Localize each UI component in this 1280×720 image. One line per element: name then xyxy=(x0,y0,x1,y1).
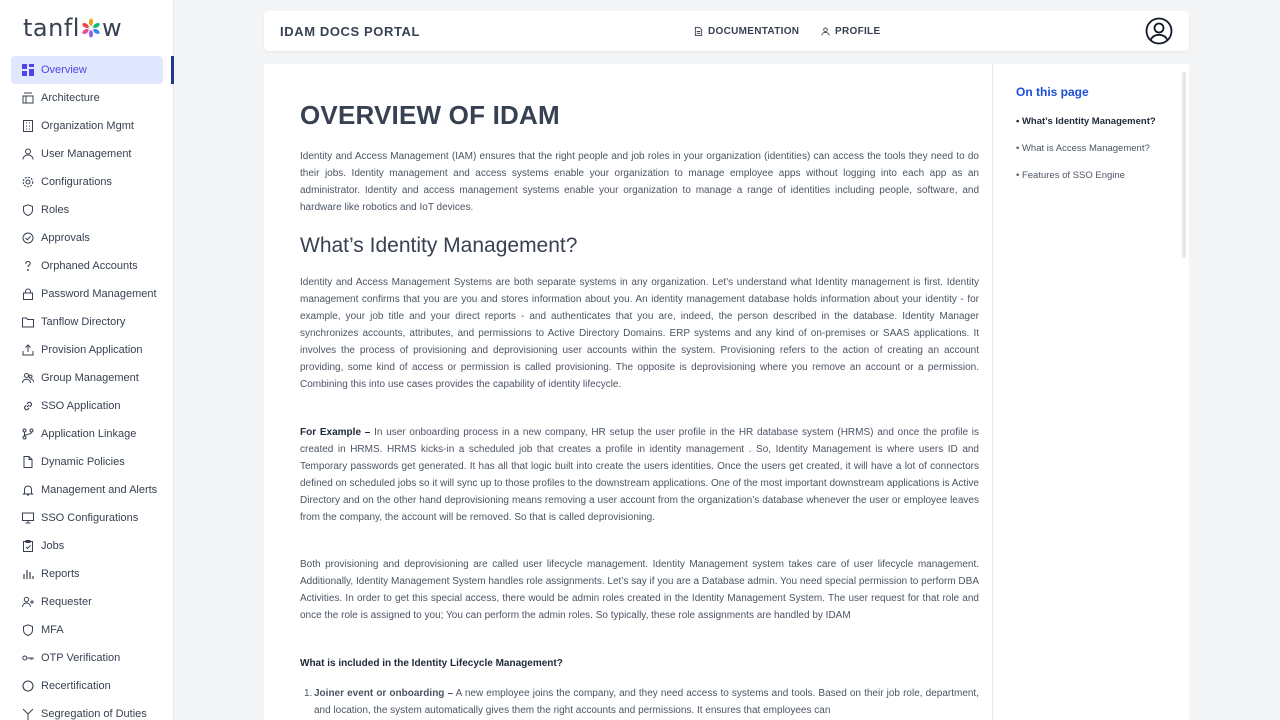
profile-link[interactable] xyxy=(821,26,880,37)
sidebar-item-dynamic-policies[interactable] xyxy=(11,448,163,476)
example-text: In user onboarding process in a new company, HR setup the user profile in the HR database system (HRMS) and once the profile is created in HRMS. HRMS kicks-in a scheduled job that creates a profile in identity management . So, Identity Management is where users ID and Temporary passwords get generated. It has all that logic built into create the users identities. Once the users get created, it will have a lot of connectors defined on scheduled jobs so it will sync up to those profiles to the downstream applications. One of the most important downstream applications is Active Directory and on the other hand deprovisioning means removing a user account from the organization’s database whenever the user or employee leaves from the company, the account will be removed. So that is called deprovisioning. xyxy=(300,427,980,523)
toc-title: On this page xyxy=(1016,85,1089,99)
logo-text-right: w xyxy=(101,14,123,42)
sidebar-item-label: Provision Application xyxy=(41,344,143,356)
list-item xyxy=(304,685,979,719)
sidebar-item-label: MFA xyxy=(41,624,64,636)
toc-item-access-management[interactable]: • What is Access Management? xyxy=(1016,143,1150,154)
sidebar-item-label: Management and Alerts xyxy=(41,484,158,496)
toc-item-sso-engine[interactable]: • Features of SSO Engine xyxy=(1016,170,1125,181)
sidebar-item-label: Recertification xyxy=(41,680,111,692)
sidebar-item-label: Architecture xyxy=(41,92,100,104)
sidebar-nav xyxy=(11,56,174,720)
avatar-icon[interactable] xyxy=(1145,17,1173,45)
page-title: OVERVIEW OF IDAM xyxy=(300,100,560,130)
list-item-text-wrap xyxy=(314,685,979,719)
bell-icon xyxy=(22,484,34,496)
tanflow-logo[interactable] xyxy=(23,14,122,42)
monitor-icon xyxy=(22,512,34,524)
shield-icon xyxy=(22,204,34,216)
shield-icon xyxy=(22,624,34,636)
portal-title[interactable]: IDAM DOCS PORTAL xyxy=(280,24,421,39)
building-icon xyxy=(22,120,34,132)
list-number: 1. xyxy=(304,688,313,699)
sidebar-item-label: Reports xyxy=(41,568,80,580)
sidebar-item-tanflow-directory[interactable] xyxy=(11,308,163,336)
sidebar-item-overview[interactable] xyxy=(11,56,163,84)
document-icon xyxy=(694,27,703,36)
sidebar-item-label: Jobs xyxy=(41,540,65,552)
sidebar-item-mfa[interactable] xyxy=(11,616,163,644)
sidebar-item-group-management[interactable] xyxy=(11,364,163,392)
sidebar xyxy=(0,0,174,720)
sidebar-item-label: SSO Application xyxy=(41,400,121,412)
sidebar-item-label: Password Management xyxy=(41,288,157,300)
sidebar-item-label: Application Linkage xyxy=(41,428,137,440)
sidebar-item-reports[interactable] xyxy=(11,560,163,588)
sidebar-item-label: Segregation of Duties xyxy=(41,708,147,720)
sidebar-item-label: SSO Configurations xyxy=(41,512,139,524)
group-icon xyxy=(22,372,34,384)
list-item-bold: Joiner event or onboarding – xyxy=(314,688,454,699)
gear-icon xyxy=(22,176,34,188)
architecture-icon xyxy=(22,92,34,104)
identity-management-paragraph: Identity and Access Management Systems are both separate systems in any organization. Let’s understand what Identity management is first. Identity management confirms that you are you and stores information about you. An identity management database holds information about your identity - for example, your job title and your direct reports - and authenticates that you are, indeed, the person described in the database. Identity Manager synchronizes accounts, attributes, and permissions to Active Directory Domains. ERP systems and any kind of on-premises or SAAS applications. It involves the process of provisioning and deprovisioning user accounts within the system. Provisioning refers to the action of creating an account providing, some kind of access or permission is called provisioning. The opposite is deprovisioning where you remove an account or a permission. Combining this into use cases provides the capability of identity lifecycle. xyxy=(300,277,979,390)
sidebar-item-provision-application[interactable] xyxy=(11,336,163,364)
sidebar-item-organization-mgmt[interactable] xyxy=(11,112,163,140)
user-icon xyxy=(22,148,34,160)
sidebar-item-management-and-alerts[interactable] xyxy=(11,476,163,504)
sidebar-item-sso-configurations[interactable] xyxy=(11,504,163,532)
sidebar-item-password-management[interactable] xyxy=(11,280,163,308)
list-item-text: A new employee joins the company, and they need access to systems and tools. Based on their job role, department, and location, the system automatically gives them the right accounts and permissions. It ensures that employees can xyxy=(314,688,979,716)
grid-icon xyxy=(22,64,34,76)
sidebar-item-label: Orphaned Accounts xyxy=(41,260,138,272)
sidebar-item-label: OTP Verification xyxy=(41,652,121,664)
sidebar-item-user-management[interactable] xyxy=(11,140,163,168)
split-icon xyxy=(22,708,34,720)
sidebar-item-architecture[interactable] xyxy=(11,84,163,112)
lock-icon xyxy=(22,288,34,300)
documentation-label: DOCUMENTATION xyxy=(708,26,800,37)
main-content xyxy=(264,64,1189,720)
scrollbar[interactable] xyxy=(1182,72,1186,258)
clipboard-icon xyxy=(22,540,34,552)
documentation-link[interactable] xyxy=(694,26,799,37)
sidebar-item-label: Tanflow Directory xyxy=(41,316,126,328)
profile-label: PROFILE xyxy=(835,26,881,37)
sidebar-item-label: Group Management xyxy=(41,372,139,384)
lifecycle-paragraph: Both provisioning and deprovisioning are called user lifecycle management. Identity Management system takes care of user lifecycle management. Additionally, Identity Management System handles role assignments. Let’s say if you are a Database admin. You need special permission to perform DBA Activities. In order to get this special access, there would be admin roles created in the Identity Management System. The user request for that role and once the role is assigned to you; You can perform the admin roles. So typically, these role assignments are handled by IDAM xyxy=(300,559,979,621)
sidebar-item-application-linkage[interactable] xyxy=(11,420,163,448)
lifecycle-subheading: What is included in the Identity Lifecycle Management? xyxy=(300,658,563,669)
sidebar-item-label: Configurations xyxy=(41,176,112,188)
folder-icon xyxy=(22,316,34,328)
top-header xyxy=(264,11,1189,51)
sidebar-item-label: Dynamic Policies xyxy=(41,456,125,468)
sidebar-item-requester[interactable] xyxy=(11,588,163,616)
sidebar-item-recertification[interactable] xyxy=(11,672,163,700)
sidebar-item-jobs[interactable] xyxy=(11,532,163,560)
bar-chart-icon xyxy=(22,568,34,580)
sidebar-item-label: Roles xyxy=(41,204,70,216)
intro-paragraph: Identity and Access Management (IAM) ensures that the right people and job roles in your organization (identities) can access the tools they need to do their jobs. Identity management and access systems enable your organization to manage employee apps without logging into each app as an administrator. Identity and access management systems enable your organization to manage a range of identities including people, software, and hardware like robotics and IoT devices. xyxy=(300,151,979,213)
link-icon xyxy=(22,400,34,412)
example-label: For Example – xyxy=(300,427,371,438)
toc-item-identity-management[interactable]: • What’s Identity Management? xyxy=(1016,116,1156,127)
file-icon xyxy=(22,456,34,468)
branch-icon xyxy=(22,428,34,440)
sidebar-item-approvals[interactable] xyxy=(11,224,163,252)
circle-icon xyxy=(22,680,34,692)
example-paragraph xyxy=(300,424,979,526)
section-heading-identity-management: What’s Identity Management? xyxy=(300,234,578,257)
sidebar-item-label: User Management xyxy=(41,148,132,160)
logo-text-left: tanfl xyxy=(23,14,80,42)
flower-logo-icon xyxy=(81,18,101,38)
question-icon xyxy=(22,260,34,272)
user-plus-icon xyxy=(22,596,34,608)
content-divider xyxy=(992,64,993,720)
user-icon xyxy=(821,27,830,36)
sidebar-item-label: Requester xyxy=(41,596,92,608)
sidebar-item-sso-application[interactable] xyxy=(11,392,163,420)
active-indicator xyxy=(171,56,174,84)
sidebar-item-roles[interactable] xyxy=(11,196,163,224)
upload-icon xyxy=(22,344,34,356)
sidebar-item-label: Organization Mgmt xyxy=(41,120,134,132)
sidebar-item-label: Overview xyxy=(41,64,87,76)
sidebar-item-orphaned-accounts[interactable] xyxy=(11,252,163,280)
sidebar-item-label: Approvals xyxy=(41,232,90,244)
sidebar-item-otp-verification[interactable] xyxy=(11,644,163,672)
sidebar-item-configurations[interactable] xyxy=(11,168,163,196)
key-icon xyxy=(22,652,34,664)
sidebar-item-segregation-of-duties[interactable] xyxy=(11,700,163,720)
check-circle-icon xyxy=(22,232,34,244)
